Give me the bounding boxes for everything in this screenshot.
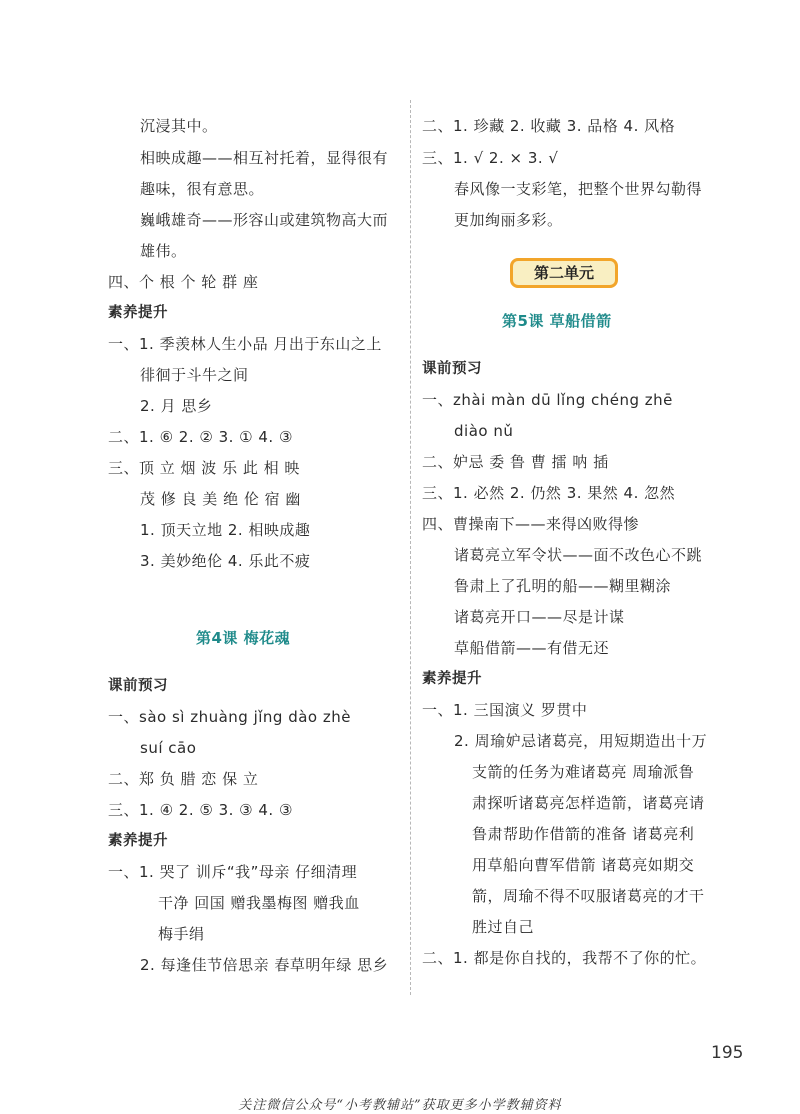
text-line: 诸葛亮开口——尽是计谋 [454, 608, 625, 626]
text-line: 四、个 根 个 轮 群 座 [108, 273, 259, 291]
text-line: 一、1. 三国演义 罗贯中 [422, 701, 588, 719]
text-line: 更加绚丽多彩。 [454, 211, 563, 229]
text-line: 支箭的任务为难诸葛亮 周瑜派鲁 [472, 763, 695, 781]
text-line: 三、顶 立 烟 波 乐 此 相 映 [108, 459, 300, 477]
text-line: 干净 回国 赠我墨梅图 赠我血 [158, 894, 360, 912]
text-line: 二、妒忌 委 鲁 曹 擂 呐 插 [422, 453, 609, 471]
text-line: 一、sào sì zhuàng jǐng dào zhè [108, 708, 351, 726]
text-line: diào nǔ [454, 422, 514, 440]
section-heading: 素养提升 [108, 305, 168, 321]
text-line: 2. 每逢佳节倍思亲 春草明年绿 思乡 [140, 956, 389, 974]
text-line: 趣味，很有意思。 [140, 180, 265, 198]
text-line: 胜过自己 [472, 918, 535, 936]
text-line: 一、1. 季羡林人生小品 月出于东山之上 [108, 335, 382, 353]
text-line: suí cāo [140, 739, 197, 757]
text-line: 二、1. ⑥ 2. ② 3. ① 4. ③ [108, 428, 293, 446]
text-line: 春风像一支彩笔，把整个世界勾勒得 [454, 180, 703, 198]
section-heading: 课前预习 [422, 361, 482, 377]
lesson-title: 第5课 草船借箭 [502, 312, 612, 330]
text-line: 梅手绢 [158, 925, 205, 943]
lesson-title: 第4课 梅花魂 [196, 629, 291, 647]
text-line: 四、曹操南下——来得凶败得惨 [422, 515, 640, 533]
text-line: 雄伟。 [140, 242, 187, 260]
text-line: 相映成趣——相互衬托着，显得很有 [140, 149, 389, 167]
text-line: 1. 顶天立地 2. 相映成趣 [140, 521, 311, 539]
text-line: 3. 美妙绝伦 4. 乐此不疲 [140, 552, 311, 570]
text-line: 一、zhài màn dū lǐng chéng zhē [422, 391, 673, 409]
text-line: 三、1. ④ 2. ⑤ 3. ③ 4. ③ [108, 801, 293, 819]
text-line: 徘徊于斗牛之间 [140, 366, 249, 384]
unit-title-badge: 第二单元 [510, 258, 618, 288]
section-heading: 课前预习 [108, 678, 168, 694]
text-line: 2. 月 思乡 [140, 397, 213, 415]
text-line: 沉浸其中。 [140, 117, 218, 135]
section-heading: 素养提升 [108, 833, 168, 849]
text-line: 箭，周瑜不得不叹服诸葛亮的才干 [472, 887, 705, 905]
text-line: 诸葛亮立军令状——面不改色心不跳 [454, 546, 703, 564]
section-heading: 素养提升 [422, 671, 482, 687]
text-line: 巍峨雄奇——形容山或建筑物高大而 [140, 211, 389, 229]
text-line: 二、1. 都是你自找的，我帮不了你的忙。 [422, 949, 707, 967]
text-line: 2. 周瑜妒忌诸葛亮，用短期造出十万 [454, 732, 708, 750]
text-line: 一、1. 哭了 训斥“我”母亲 仔细清理 [108, 863, 358, 881]
text-line: 三、1. √ 2. × 3. √ [422, 149, 559, 167]
text-line: 用草船向曹军借箭 诸葛亮如期交 [472, 856, 695, 874]
page-number: 195 [711, 1043, 744, 1063]
text-line: 三、1. 必然 2. 仍然 3. 果然 4. 忽然 [422, 484, 676, 502]
footer-note: 关注微信公众号“小考教辅站”获取更多小学教辅资料 [238, 1098, 562, 1113]
text-line: 鲁肃帮助作借箭的准备 诸葛亮利 [472, 825, 695, 843]
text-line: 二、郑 负 腊 恋 保 立 [108, 770, 259, 788]
text-line: 茂 修 良 美 绝 伦 宿 幽 [140, 490, 301, 508]
text-line: 二、1. 珍藏 2. 收藏 3. 品格 4. 风格 [422, 117, 676, 135]
text-line: 肃探听诸葛亮怎样造箭，诸葛亮请 [472, 794, 705, 812]
column-divider [410, 100, 411, 995]
text-line: 鲁肃上了孔明的船——糊里糊涂 [454, 577, 672, 595]
text-line: 草船借箭——有借无还 [454, 639, 610, 657]
